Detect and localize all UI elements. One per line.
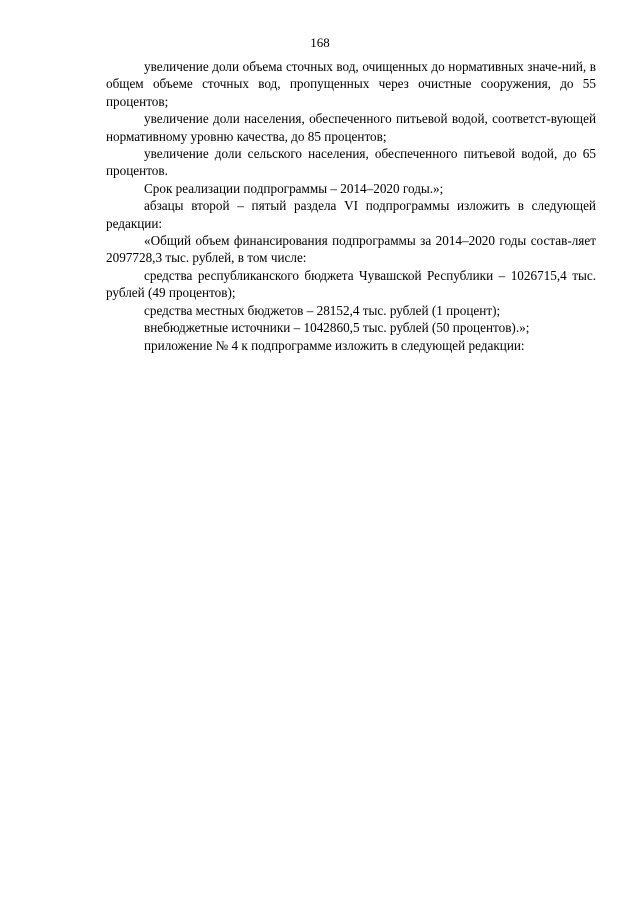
paragraph-appendix-4: приложение № 4 к подпрограмме изложить в следующей редакции: [144, 337, 525, 353]
paragraph-implementation-period: Срок реализации подпрограммы – 2014–2020 годы.»; [144, 180, 444, 196]
paragraph-local-budgets: средства местных бюджетов – 28152,4 тыс. рублей (1 процент); [144, 302, 501, 318]
paragraph-drinking-water-population: увеличение доли населения, обеспеченного питьевой водой, соответст-вующей нормативному уровню качества, до 85 процентов; [106, 111, 596, 144]
paragraph-wastewater-treatment: увеличение доли объема сточных вод, очищенных до нормативных значе-ний, в общем объеме сточных вод, пропущенных через очистные сооружения, до 55 процентов; [106, 59, 596, 109]
paragraph-section-vi-amendment: абзацы второй – пятый раздела VI подпрограммы изложить в следующей редакции: [106, 198, 596, 231]
paragraph-rural-drinking-water: увеличение доли сельского населения, обеспеченного питьевой водой, до 65 процентов. [106, 146, 596, 179]
paragraph-total-funding: «Общий объем финансирования подпрограммы за 2014–2020 годы состав-ляет 2097728,3 тыс. рублей, в том числе: [106, 233, 596, 266]
body-text [106, 58, 596, 354]
page-number: 168 [310, 35, 330, 50]
paragraph-extrabudgetary-sources: внебюджетные источники – 1042860,5 тыс. рублей (50 процентов).»; [144, 320, 530, 336]
paragraph-republican-budget: средства республиканского бюджета Чувашской Республики – 1026715,4 тыс. рублей (49 процентов); [106, 267, 596, 301]
